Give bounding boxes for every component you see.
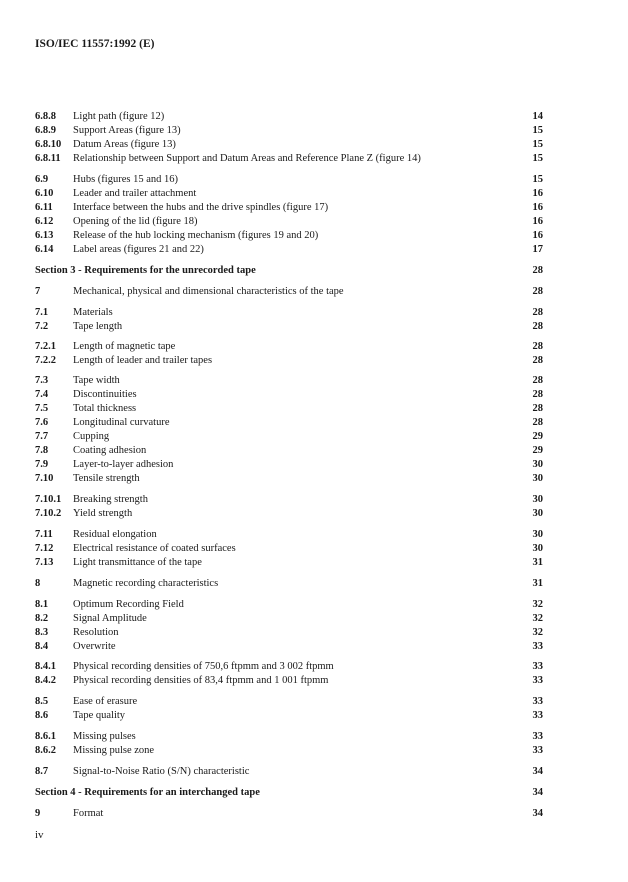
toc-entry-title: Datum Areas (figure 13) [73,139,176,150]
toc-entry-page: 33 [532,731,543,742]
toc-entry [35,507,543,520]
toc-entry-page: 16 [532,216,543,227]
toc-entry-page: 28 [532,417,543,428]
toc-entry [35,709,543,722]
toc-entry-page: 15 [532,174,543,185]
toc-entry-page: 16 [532,230,543,241]
toc-entry-title: Release of the hub locking mechanism (figures 19 and 20) [73,230,319,241]
toc-entry-page: 31 [532,557,543,568]
toc-entry [35,542,543,555]
toc-entry-page: 33 [532,675,543,686]
toc-entry [35,695,543,708]
toc-entry-title: Magnetic recording characteristics [73,578,219,589]
toc-entry [35,243,543,256]
toc-entry-title: Longitudinal curvature [73,417,170,428]
toc-entry-title: Yield strength [73,508,133,519]
toc-entry [35,340,543,353]
toc-entry-title: Tensile strength [73,473,140,484]
toc-entry-page: 28 [532,265,543,276]
toc-entry-title: Optimum Recording Field [73,599,184,610]
toc-entry [35,388,543,401]
toc-entry [35,138,543,151]
toc-entry-number: 8.4 [35,641,49,652]
toc-entry-page: 33 [532,661,543,672]
toc-entry-title: Total thickness [73,403,137,414]
toc-entry-number: 8.6.1 [35,731,56,742]
toc-entry-number: 7.1 [35,307,49,318]
toc-entry [35,528,543,541]
toc-entry [35,730,543,743]
toc-entry-number: 7.11 [35,529,53,540]
toc-entry-title: Opening of the lid (figure 18) [73,216,198,227]
toc-entry [35,472,543,485]
toc-entry-number: 9 [35,808,41,819]
toc-entry-number: 7.2.2 [35,355,56,366]
toc-entry-page: 15 [532,139,543,150]
toc-entry-number: 7.2.1 [35,341,56,352]
toc-entry [35,187,543,200]
toc-section-title: Section 4 - Requirements for an interchanged tape [35,787,260,798]
toc-entry-number: 7.3 [35,375,49,386]
toc-entry-page: 29 [532,445,543,456]
toc-entry-number: 8.4.1 [35,661,56,672]
toc-entry-number: 7 [35,286,41,297]
toc-entry-title: Length of magnetic tape [73,341,176,352]
toc-entry-number: 7.8 [35,445,49,456]
toc-entry-title: Support Areas (figure 13) [73,125,181,136]
toc-entry-title: Cupping [73,431,110,442]
toc-entry-page: 33 [532,745,543,756]
toc-entry-title: Relationship between Support and Datum Areas and Reference Plane Z (figure 14) [73,153,421,164]
toc-entry-number: 6.11 [35,202,53,213]
toc-entry-number: 7.13 [35,557,54,568]
toc-entry-page: 30 [532,543,543,554]
toc-entry [35,229,543,242]
toc-entry-page: 28 [532,341,543,352]
toc-entry-number: 7.9 [35,459,49,470]
toc-entry-page: 28 [532,389,543,400]
toc-entry-page: 30 [532,494,543,505]
toc-entry [35,124,543,137]
toc-entry-title: Length of leader and trailer tapes [73,355,213,366]
toc-entry-page: 32 [532,627,543,638]
toc-entry-number: 8.1 [35,599,49,610]
toc-entry-title: Tape width [73,375,120,386]
toc-entry-page: 28 [532,321,543,332]
toc-entry [35,598,543,611]
toc-entry-page: 16 [532,188,543,199]
toc-entry [35,285,543,298]
toc-entry-number: 6.14 [35,244,54,255]
toc-entry-page: 28 [532,307,543,318]
toc-section-heading [35,264,543,277]
toc-entry-page: 30 [532,529,543,540]
toc-entry-title: Physical recording densities of 750,6 ftpmm and 3 002 ftpmm [73,661,334,672]
toc-entry-title: Interface between the hubs and the drive spindles (figure 17) [73,202,329,213]
toc-entry-number: 6.12 [35,216,54,227]
toc-entry-title: Discontinuities [73,389,137,400]
toc-entry-title: Mechanical, physical and dimensional characteristics of the tape [73,286,344,297]
toc-entry-title: Overwrite [73,641,116,652]
toc-entry-number: 6.13 [35,230,54,241]
toc-entry [35,458,543,471]
toc-entry-title: Residual elongation [73,529,157,540]
toc-entry-title: Signal-to-Noise Ratio (S/N) characteristic [73,766,250,777]
toc-entry-title: Missing pulse zone [73,745,155,756]
toc-entry-title: Tape quality [73,710,126,721]
toc-entry-number: 8.7 [35,766,49,777]
toc-entry [35,744,543,757]
toc-entry-page: 33 [532,696,543,707]
toc-entry-title: Electrical resistance of coated surfaces [73,543,236,554]
toc-entry-number: 8.5 [35,696,49,707]
toc-entry-number: 7.2 [35,321,49,332]
toc-entry-page: 33 [532,710,543,721]
toc-entry-page: 33 [532,641,543,652]
toc-entry-title: Light path (figure 12) [73,111,165,122]
toc-entry [35,416,543,429]
toc-entry-page: 30 [532,473,543,484]
toc-entry-page: 15 [532,153,543,164]
toc-entry-page: 16 [532,202,543,213]
toc-entry-title: Resolution [73,627,119,638]
toc-entry-title: Signal Amplitude [73,613,147,624]
toc-entry [35,152,543,165]
toc-entry-number: 7.12 [35,543,54,554]
toc-entry-page: 34 [532,808,543,819]
toc-entry-page: 34 [532,766,543,777]
toc-entry-page: 17 [532,244,543,255]
toc-entry-number: 7.10 [35,473,54,484]
toc-entry-title: Light transmittance of the tape [73,557,202,568]
toc-entry-title: Breaking strength [73,494,148,505]
toc-entry-page: 32 [532,599,543,610]
toc-entry-number: 6.9 [35,174,49,185]
toc-entry [35,556,543,569]
toc-entry [35,674,543,687]
toc-entry-title: Layer-to-layer adhesion [73,459,174,470]
toc-section-heading [35,786,543,799]
toc-entry [35,493,543,506]
toc-entry-title: Materials [73,307,113,318]
toc-entry [35,444,543,457]
toc-entry-title: Coating adhesion [73,445,147,456]
toc-entry-title: Label areas (figures 21 and 22) [73,244,204,255]
toc-entry-number: 6.8.10 [35,139,62,150]
toc-entry-title: Hubs (figures 15 and 16) [73,174,178,185]
toc-entry [35,765,543,778]
document-header: ISO/IEC 11557:1992 (E) [35,38,155,50]
toc-entry [35,626,543,639]
toc-entry-number: 8.6 [35,710,49,721]
toc-entry-page: 30 [532,508,543,519]
toc-entry-title: Tape length [73,321,123,332]
toc-section-title: Section 3 - Requirements for the unrecorded tape [35,265,256,276]
toc-entry-number: 7.6 [35,417,49,428]
toc-entry [35,306,543,319]
toc-entry-page: 34 [532,787,543,798]
toc-entry-page: 28 [532,286,543,297]
toc-entry-page: 28 [532,403,543,414]
toc-entry-page: 28 [532,355,543,366]
toc-entry-number: 6.10 [35,188,54,199]
toc-entry-page: 30 [532,459,543,470]
toc-entry-title: Ease of erasure [73,696,138,707]
toc-entry [35,640,543,653]
toc-entry-number: 8.3 [35,627,49,638]
toc-entry [35,354,543,367]
toc-entry-number: 7.4 [35,389,49,400]
toc-entry-number: 7.7 [35,431,49,442]
toc-entry-number: 7.5 [35,403,49,414]
toc-entry-number: 7.10.2 [35,508,62,519]
toc-entry [35,577,543,590]
toc-entry-number: 8.6.2 [35,745,56,756]
toc-entry-title: Format [73,808,104,819]
toc-entry-number: 6.8.11 [35,153,61,164]
toc-entry-title: Missing pulses [73,731,136,742]
toc-entry [35,215,543,228]
toc-entry-number: 8.4.2 [35,675,56,686]
toc-entry [35,807,543,820]
toc-entry-page: 29 [532,431,543,442]
toc-entry [35,173,543,186]
page-number-footer: iv [35,829,44,841]
toc-entry-page: 32 [532,613,543,624]
toc-entry [35,660,543,673]
toc-entry [35,612,543,625]
toc-entry-title: Physical recording densities of 83,4 ftpmm and 1 001 ftpmm [73,675,329,686]
toc-entry [35,402,543,415]
toc-entry [35,320,543,333]
toc-entry [35,201,543,214]
toc-entry [35,430,543,443]
toc-entry-page: 15 [532,125,543,136]
toc-entry [35,110,543,123]
toc-entry-page: 28 [532,375,543,386]
toc-entry-number: 8.2 [35,613,49,624]
toc-entry [35,374,543,387]
toc-entry-number: 6.8.8 [35,111,56,122]
toc-entry-page: 31 [532,578,543,589]
toc-entry-number: 7.10.1 [35,494,62,505]
toc-entry-title: Leader and trailer attachment [73,188,197,199]
toc-entry-page: 14 [532,111,543,122]
toc-entry-number: 6.8.9 [35,125,56,136]
toc-entry-number: 8 [35,578,41,589]
